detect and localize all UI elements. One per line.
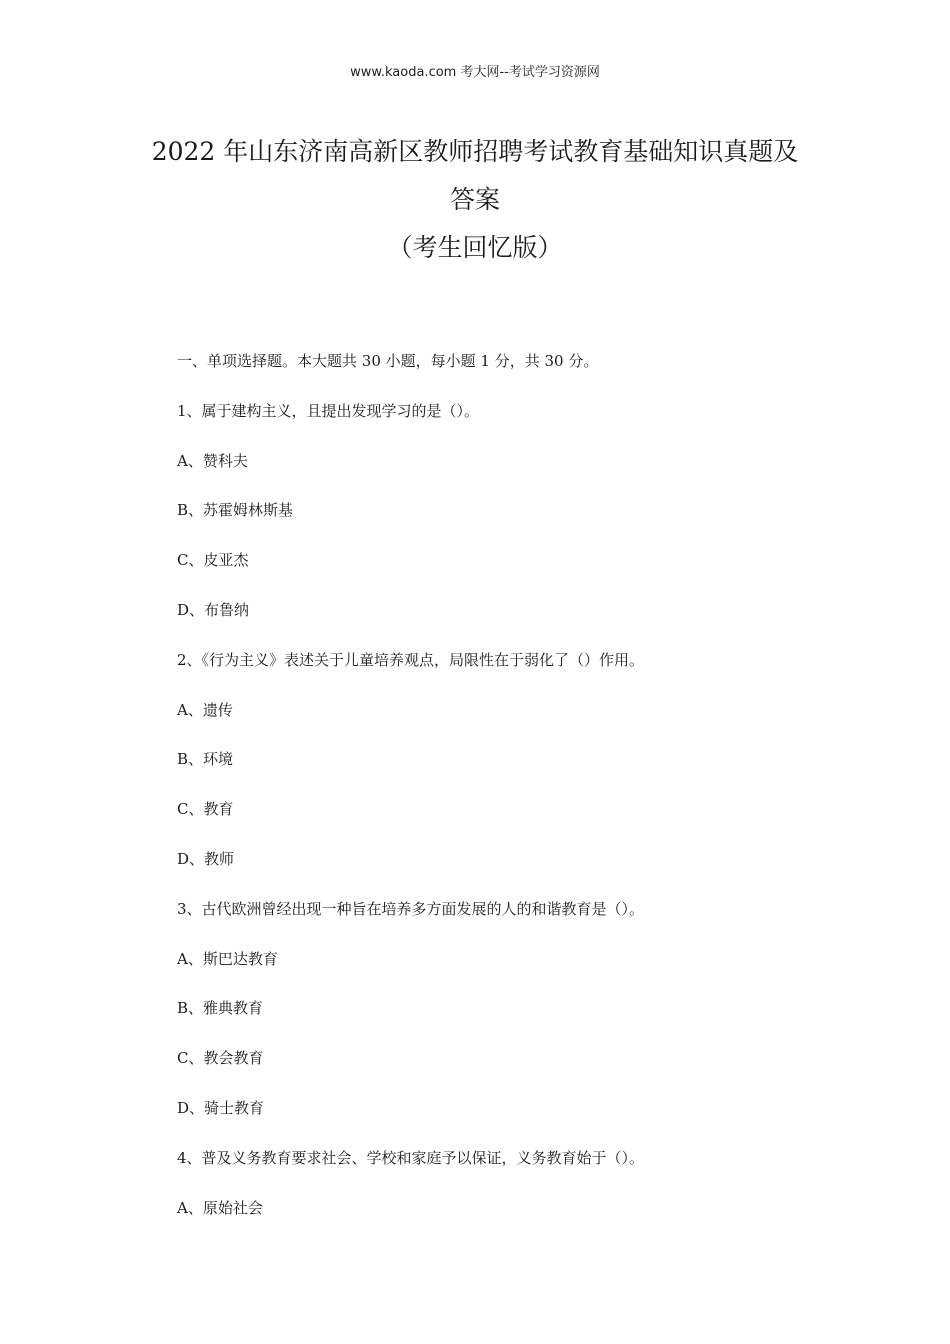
question-1-option-a: A、赞科夫	[177, 451, 248, 470]
question-3-option-a: A、斯巴达教育	[177, 949, 278, 968]
question-2-stem: 2、《行为主义》表述关于儿童培养观点，局限性在于弱化了（）作用。	[177, 650, 645, 669]
document-body	[177, 347, 827, 1243]
question-3-option-b: B、雅典教育	[177, 999, 264, 1018]
question-2-option-d: D、教师	[177, 849, 235, 868]
page-header: www.kaoda.com 考大网--考试学习资源网	[350, 65, 600, 80]
title-line-3: （考生回忆版）	[387, 233, 563, 262]
question-4-option-a: A、原始社会	[177, 1198, 263, 1217]
question-3-stem: 3、古代欧洲曾经出现一种旨在培养多方面发展的人的和谐教育是（）。	[177, 899, 645, 918]
question-4-stem: 4、普及义务教育要求社会、学校和家庭予以保证，义务教育始于（）。	[177, 1148, 645, 1167]
title-line-1: 2022 年山东济南高新区教师招聘考试教育基础知识真题及	[151, 137, 799, 166]
question-2-option-b: B、环境	[177, 750, 234, 769]
question-2-option-c: C、教育	[177, 800, 234, 819]
section-heading: 一、单项选择题。本大题共 30 小题，每小题 1 分，共 30 分。	[177, 352, 599, 370]
question-3-option-c: C、教会教育	[177, 1049, 264, 1068]
question-1-option-b: B、苏霍姆林斯基	[177, 501, 294, 520]
question-1-option-d: D、布鲁纳	[177, 600, 250, 619]
question-3-option-d: D、骑士教育	[177, 1098, 265, 1117]
question-1-stem: 1、属于建构主义，且提出发现学习的是（）。	[177, 401, 480, 420]
question-1-option-c: C、皮亚杰	[177, 551, 249, 570]
document-title	[0, 128, 950, 272]
title-line-2: 答案	[449, 185, 500, 214]
question-2-option-a: A、遗传	[177, 700, 233, 719]
